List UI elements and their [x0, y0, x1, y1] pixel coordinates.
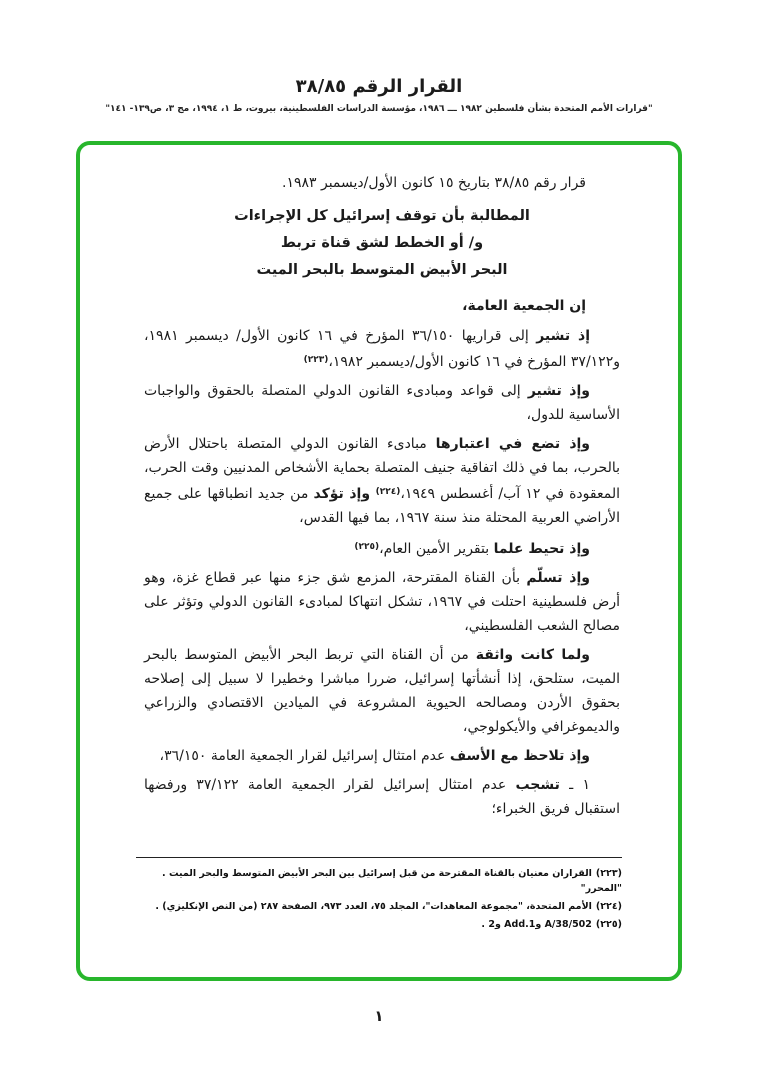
paragraph-lead: وإذ تضع في اعتبارها — [435, 436, 591, 452]
footnote-text: القراران معنيان بالقناة المقترحة من قبل إسرائيل بين البحر الأبيض المتوسط والبحر الميت . "المحرر" — [162, 868, 622, 894]
resolution-paragraph-2 — [144, 379, 620, 427]
paragraph-lead: وإذ تلاحظ مع الأسف — [449, 748, 590, 764]
resolution-date-line: قرار رقم ٣٨/٨٥ بتاريخ ١٥ كانون الأول/ديسمبر ١٩٨٣. — [282, 175, 586, 191]
footnote-ref-223: (٢٢٣) — [303, 355, 329, 365]
footnote-ref-225: (٢٢٥) — [354, 542, 380, 552]
paragraph-text-2: من جديد انطباقها على جميع الأراضي العربية المحتلة منذ سنة ١٩٦٧، بما فيها القدس، — [144, 486, 620, 526]
resolution-paragraph-4 — [144, 535, 620, 561]
heading-line-3: البحر الأبيض المتوسط بالبحر الميت — [256, 262, 508, 278]
paragraph-text: بتقرير الأمين العام، — [379, 541, 494, 557]
paragraph-text: عدم امتثال إسرائيل لقرار الجمعية العامة ٣٦/١٥٠، — [159, 748, 450, 764]
footnote-224 — [136, 899, 622, 914]
resolution-paragraph-6 — [144, 643, 620, 739]
source-citation: "قرارات الأمم المتحدة بشأن فلسطين ١٩٨٢ ـــ ١٩٨٦، مؤسسة الدراسات الفلسطينية، بيروت، ط ١، ١٩٩٤، مج ٣، ص١٣٩- ١٤١" — [105, 104, 653, 114]
paragraph-lead: تشجب — [515, 777, 560, 793]
paragraph-text: إلى قراريها ٣٦/١٥٠ المؤرخ في ١٦ كانون الأول/ ديسمبر ١٩٨١، و٣٧/١٢٢ المؤرخ في ١٦ كانون الأول/ديسمبر ١٩٨٢، — [144, 328, 620, 370]
page-title: القرار الرقم ٣٨/٨٥ — [295, 76, 463, 97]
footnote-text: A/38/502 وAdd.1 و2 . — [481, 919, 592, 930]
footnote-223 — [136, 866, 622, 896]
footnote-separator — [136, 857, 622, 858]
page-number: ١ — [374, 1007, 384, 1025]
resolution-box — [76, 141, 682, 981]
paragraph-text: من أن القناة التي تربط البحر الأبيض المتوسط بالبحر الميت، ستلحق، إذا أنشأتها إسرائيل، ضررا مباشرا وخطيرا لا سبيل إلى إصلاحه بحقوق الأردن ومصالحه الحيوية المشروعة في الميادين الاقتصادي والزراعي والديموغرافي والأيكولوجي، — [144, 647, 620, 735]
footnote-ref-224: (٢٢٤) — [375, 487, 401, 497]
resolution-paragraph-5 — [144, 566, 620, 638]
footnote-number: (٢٢٤) — [595, 901, 622, 912]
paragraph-number: ١ ـ — [559, 777, 590, 793]
footnote-number: (٢٢٣) — [595, 868, 622, 879]
footnote-number: (٢٢٥) — [595, 919, 622, 930]
heading-line-1: المطالبة بأن توقف إسرائيل كل الإجراءات — [234, 208, 530, 224]
footnote-225 — [136, 917, 622, 932]
opening-line: إن الجمعية العامة، — [462, 298, 586, 314]
resolution-heading — [144, 203, 620, 284]
resolution-paragraph-7 — [144, 744, 620, 768]
footnote-text: الأمم المتحدة، "مجموعة المعاهدات"، المجلد ٧٥، العدد ٩٧٣، الصفحة ٢٨٧ (من النص الإنكليزي) . — [155, 901, 592, 912]
paragraph-lead-2: وإذ تؤكد — [313, 486, 376, 502]
paragraph-lead: وإذ تحيط علما — [493, 541, 590, 557]
paragraph-lead: ولما كانت واثقة — [475, 647, 590, 663]
paragraph-text: إلى قواعد ومبادىء القانون الدولي المتصلة بالحقوق والواجبات الأساسية للدول، — [144, 383, 620, 423]
resolution-paragraph-1 — [144, 324, 620, 374]
heading-line-2: و/ أو الخطط لشق قناة تربط — [280, 235, 484, 251]
footnotes-section — [136, 857, 622, 935]
paragraph-lead: وإذ تشير — [527, 383, 590, 399]
paragraph-lead: إذ تشير — [536, 328, 590, 344]
paragraph-text: مبادىء القانون الدولي المتصلة باحتلال الأرض بالحرب، بما في ذلك اتفاقية جنيف المتصلة بحماية الأشخاص المدنيين وقت الحرب، المعقودة في ١٢ آب/ أغسطس ١٩٤٩، — [144, 436, 620, 502]
resolution-paragraph-3 — [144, 432, 620, 530]
resolution-operative-paragraph-1 — [144, 773, 620, 821]
paragraph-text: عدم امتثال إسرائيل لقرار الجمعية العامة ٣٧/١٢٢ ورفضها استقبال فريق الخبراء؛ — [144, 777, 620, 817]
paragraph-text: بأن القناة المقترحة، المزمع شق جزء منها عبر قطاع غزة، وهو أرض فلسطينية احتلت في ١٩٦٧، تشكل انتهاكا لمبادىء القانون الدولي وتؤثر على مصالح الشعب الفلسطيني، — [144, 570, 620, 634]
paragraph-lead: وإذ تسلّم — [526, 570, 590, 586]
